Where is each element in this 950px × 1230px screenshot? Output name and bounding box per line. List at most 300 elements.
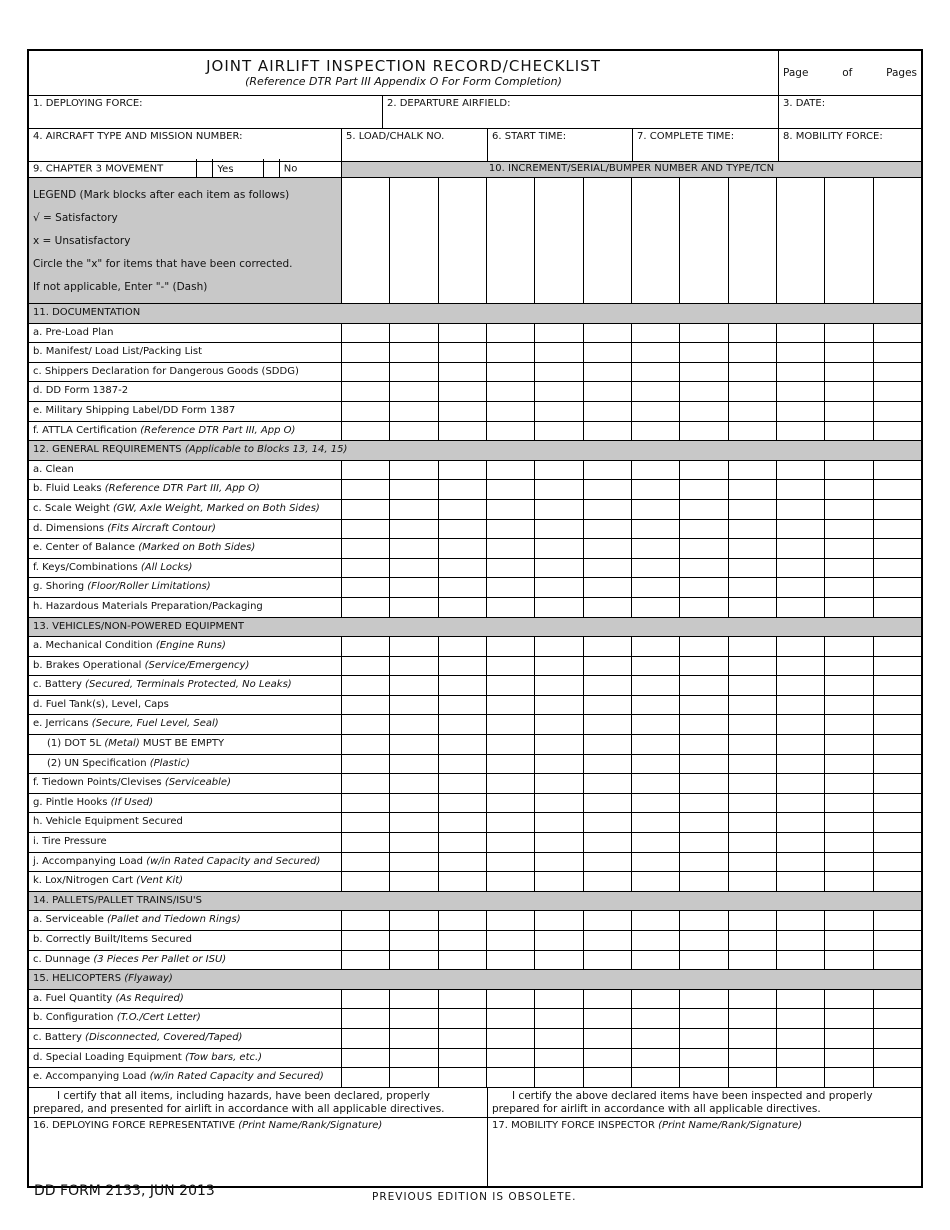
check-cell[interactable] (342, 1049, 390, 1068)
check-cell[interactable] (584, 324, 632, 343)
check-cell[interactable] (342, 931, 390, 950)
check-cell[interactable] (777, 833, 825, 852)
check-cell[interactable] (632, 363, 680, 382)
check-cell[interactable] (535, 794, 583, 813)
check-cell[interactable] (825, 520, 873, 539)
check-cell[interactable] (584, 1009, 632, 1028)
check-cell[interactable] (535, 755, 583, 774)
check-cell[interactable] (439, 715, 487, 734)
check-cell[interactable] (825, 774, 873, 793)
check-cell[interactable] (439, 178, 487, 303)
check-cell[interactable] (632, 676, 680, 695)
check-cell[interactable] (632, 911, 680, 930)
check-cell[interactable] (535, 853, 583, 872)
check-cell[interactable] (487, 1009, 535, 1028)
check-cell[interactable] (680, 461, 728, 480)
check-cell[interactable] (825, 1029, 873, 1048)
check-cell[interactable] (439, 382, 487, 401)
check-cell[interactable] (825, 637, 873, 656)
check-cell[interactable] (777, 813, 825, 832)
check-cell[interactable] (439, 500, 487, 519)
check-cell[interactable] (777, 1068, 825, 1087)
check-cell[interactable] (825, 735, 873, 754)
check-cell[interactable] (439, 755, 487, 774)
check-cell[interactable] (584, 461, 632, 480)
check-cell[interactable] (390, 598, 438, 617)
check-cell[interactable] (390, 578, 438, 597)
check-cell[interactable] (729, 833, 777, 852)
check-cell[interactable] (874, 559, 921, 578)
check-cell[interactable] (874, 1068, 921, 1087)
check-cell[interactable] (342, 715, 390, 734)
check-cell[interactable] (487, 598, 535, 617)
check-cell[interactable] (584, 178, 632, 303)
check-cell[interactable] (874, 951, 921, 970)
check-cell[interactable] (487, 324, 535, 343)
check-cell[interactable] (729, 461, 777, 480)
check-cell[interactable] (535, 715, 583, 734)
check-cell[interactable] (729, 696, 777, 715)
check-cell[interactable] (390, 559, 438, 578)
check-cell[interactable] (390, 1009, 438, 1028)
check-cell[interactable] (632, 1068, 680, 1087)
check-cell[interactable] (874, 990, 921, 1009)
check-cell[interactable] (584, 774, 632, 793)
check-cell[interactable] (874, 872, 921, 891)
yes-checkbox[interactable] (196, 159, 213, 178)
check-cell[interactable] (535, 637, 583, 656)
check-cell[interactable] (825, 657, 873, 676)
check-cell[interactable] (487, 402, 535, 421)
check-cell[interactable] (874, 520, 921, 539)
check-cell[interactable] (584, 422, 632, 441)
check-cell[interactable] (680, 833, 728, 852)
check-cell[interactable] (777, 402, 825, 421)
check-cell[interactable] (680, 794, 728, 813)
check-cell[interactable] (535, 1049, 583, 1068)
check-cell[interactable] (777, 735, 825, 754)
check-cell[interactable] (825, 363, 873, 382)
check-cell[interactable] (632, 853, 680, 872)
check-cell[interactable] (390, 794, 438, 813)
check-cell[interactable] (439, 990, 487, 1009)
check-cell[interactable] (777, 539, 825, 558)
check-cell[interactable] (390, 951, 438, 970)
check-cell[interactable] (487, 794, 535, 813)
check-cell[interactable] (487, 422, 535, 441)
check-cell[interactable] (535, 461, 583, 480)
check-cell[interactable] (777, 990, 825, 1009)
check-cell[interactable] (825, 755, 873, 774)
check-cell[interactable] (729, 637, 777, 656)
check-cell[interactable] (439, 1068, 487, 1087)
check-cell[interactable] (584, 715, 632, 734)
check-cell[interactable] (777, 178, 825, 303)
check-cell[interactable] (342, 657, 390, 676)
check-cell[interactable] (825, 853, 873, 872)
check-cell[interactable] (729, 1009, 777, 1028)
check-cell[interactable] (390, 1029, 438, 1048)
check-cell[interactable] (439, 324, 487, 343)
page-count[interactable]: Page of Pages (783, 67, 917, 79)
check-cell[interactable] (535, 951, 583, 970)
check-cell[interactable] (342, 872, 390, 891)
check-cell[interactable] (584, 500, 632, 519)
check-cell[interactable] (825, 1009, 873, 1028)
check-cell[interactable] (777, 1009, 825, 1028)
check-cell[interactable] (584, 402, 632, 421)
check-cell[interactable] (632, 598, 680, 617)
check-cell[interactable] (535, 402, 583, 421)
check-cell[interactable] (390, 500, 438, 519)
no-checkbox[interactable] (263, 159, 280, 178)
check-cell[interactable] (439, 480, 487, 499)
check-cell[interactable] (632, 461, 680, 480)
check-cell[interactable] (777, 911, 825, 930)
check-cell[interactable] (390, 382, 438, 401)
check-cell[interactable] (874, 539, 921, 558)
check-cell[interactable] (487, 382, 535, 401)
check-cell[interactable] (584, 676, 632, 695)
check-cell[interactable] (825, 559, 873, 578)
check-cell[interactable] (584, 990, 632, 1009)
check-cell[interactable] (777, 382, 825, 401)
check-cell[interactable] (390, 343, 438, 362)
check-cell[interactable] (535, 657, 583, 676)
check-cell[interactable] (390, 735, 438, 754)
check-cell[interactable] (535, 833, 583, 852)
check-cell[interactable] (390, 520, 438, 539)
check-cell[interactable] (680, 951, 728, 970)
check-cell[interactable] (729, 520, 777, 539)
check-cell[interactable] (825, 461, 873, 480)
check-cell[interactable] (342, 1009, 390, 1028)
check-cell[interactable] (439, 657, 487, 676)
check-cell[interactable] (777, 774, 825, 793)
check-cell[interactable] (825, 676, 873, 695)
check-cell[interactable] (390, 480, 438, 499)
check-cell[interactable] (874, 696, 921, 715)
check-cell[interactable] (777, 520, 825, 539)
check-cell[interactable] (487, 500, 535, 519)
check-cell[interactable] (487, 911, 535, 930)
load-chalk-field[interactable]: 5. LOAD/CHALK NO. (342, 129, 488, 161)
check-cell[interactable] (535, 911, 583, 930)
check-cell[interactable] (777, 676, 825, 695)
check-cell[interactable] (680, 696, 728, 715)
check-cell[interactable] (535, 363, 583, 382)
check-cell[interactable] (342, 990, 390, 1009)
check-cell[interactable] (584, 382, 632, 401)
check-cell[interactable] (342, 853, 390, 872)
check-cell[interactable] (632, 1049, 680, 1068)
check-cell[interactable] (487, 657, 535, 676)
check-cell[interactable] (342, 813, 390, 832)
check-cell[interactable] (487, 637, 535, 656)
check-cell[interactable] (487, 1029, 535, 1048)
check-cell[interactable] (874, 461, 921, 480)
check-cell[interactable] (487, 990, 535, 1009)
check-cell[interactable] (535, 422, 583, 441)
check-cell[interactable] (632, 1009, 680, 1028)
check-cell[interactable] (342, 343, 390, 362)
check-cell[interactable] (729, 343, 777, 362)
check-cell[interactable] (874, 343, 921, 362)
check-cell[interactable] (729, 794, 777, 813)
check-cell[interactable] (535, 382, 583, 401)
check-cell[interactable] (729, 324, 777, 343)
check-cell[interactable] (342, 1029, 390, 1048)
check-cell[interactable] (680, 578, 728, 597)
check-cell[interactable] (584, 480, 632, 499)
check-cell[interactable] (342, 500, 390, 519)
check-cell[interactable] (439, 676, 487, 695)
aircraft-type-field[interactable]: 4. AIRCRAFT TYPE AND MISSION NUMBER: (29, 129, 342, 161)
inspector-signature[interactable]: 17. MOBILITY FORCE INSPECTOR (Print Name/Rank/Signature) (492, 1119, 803, 1131)
check-cell[interactable] (535, 813, 583, 832)
check-cell[interactable] (342, 382, 390, 401)
check-cell[interactable] (439, 1049, 487, 1068)
check-cell[interactable] (680, 637, 728, 656)
check-cell[interactable] (487, 853, 535, 872)
check-cell[interactable] (874, 363, 921, 382)
check-cell[interactable] (874, 911, 921, 930)
check-cell[interactable] (632, 813, 680, 832)
check-cell[interactable] (632, 343, 680, 362)
check-cell[interactable] (584, 598, 632, 617)
check-cell[interactable] (390, 422, 438, 441)
check-cell[interactable] (729, 382, 777, 401)
check-cell[interactable] (874, 422, 921, 441)
check-cell[interactable] (342, 1068, 390, 1087)
check-cell[interactable] (777, 598, 825, 617)
check-cell[interactable] (487, 715, 535, 734)
check-cell[interactable] (535, 774, 583, 793)
check-cell[interactable] (390, 178, 438, 303)
check-cell[interactable] (535, 598, 583, 617)
check-cell[interactable] (825, 951, 873, 970)
check-cell[interactable] (729, 990, 777, 1009)
check-cell[interactable] (632, 794, 680, 813)
check-cell[interactable] (342, 911, 390, 930)
check-cell[interactable] (825, 1049, 873, 1068)
check-cell[interactable] (535, 343, 583, 362)
check-cell[interactable] (535, 872, 583, 891)
check-cell[interactable] (584, 696, 632, 715)
check-cell[interactable] (874, 833, 921, 852)
check-cell[interactable] (584, 1029, 632, 1048)
check-cell[interactable] (632, 951, 680, 970)
check-cell[interactable] (535, 1029, 583, 1048)
check-cell[interactable] (874, 598, 921, 617)
check-cell[interactable] (632, 382, 680, 401)
check-cell[interactable] (680, 1068, 728, 1087)
check-cell[interactable] (825, 794, 873, 813)
check-cell[interactable] (584, 911, 632, 930)
check-cell[interactable] (584, 559, 632, 578)
check-cell[interactable] (632, 1029, 680, 1048)
check-cell[interactable] (535, 500, 583, 519)
check-cell[interactable] (680, 1009, 728, 1028)
check-cell[interactable] (680, 422, 728, 441)
check-cell[interactable] (487, 833, 535, 852)
check-cell[interactable] (777, 1049, 825, 1068)
check-cell[interactable] (777, 343, 825, 362)
check-cell[interactable] (729, 559, 777, 578)
check-cell[interactable] (729, 755, 777, 774)
check-cell[interactable] (825, 578, 873, 597)
check-cell[interactable] (535, 735, 583, 754)
check-cell[interactable] (632, 990, 680, 1009)
check-cell[interactable] (729, 872, 777, 891)
check-cell[interactable] (874, 755, 921, 774)
check-cell[interactable] (874, 402, 921, 421)
check-cell[interactable] (487, 480, 535, 499)
check-cell[interactable] (390, 774, 438, 793)
check-cell[interactable] (390, 1049, 438, 1068)
check-cell[interactable] (632, 500, 680, 519)
check-cell[interactable] (390, 657, 438, 676)
check-cell[interactable] (584, 343, 632, 362)
check-cell[interactable] (535, 696, 583, 715)
check-cell[interactable] (680, 343, 728, 362)
check-cell[interactable] (632, 578, 680, 597)
check-cell[interactable] (439, 1009, 487, 1028)
check-cell[interactable] (825, 402, 873, 421)
check-cell[interactable] (584, 578, 632, 597)
check-cell[interactable] (487, 343, 535, 362)
check-cell[interactable] (680, 755, 728, 774)
check-cell[interactable] (487, 696, 535, 715)
check-cell[interactable] (390, 539, 438, 558)
check-cell[interactable] (825, 598, 873, 617)
check-cell[interactable] (680, 853, 728, 872)
check-cell[interactable] (390, 676, 438, 695)
check-cell[interactable] (680, 931, 728, 950)
check-cell[interactable] (680, 911, 728, 930)
check-cell[interactable] (777, 559, 825, 578)
check-cell[interactable] (439, 578, 487, 597)
check-cell[interactable] (729, 578, 777, 597)
check-cell[interactable] (680, 990, 728, 1009)
check-cell[interactable] (825, 178, 873, 303)
check-cell[interactable] (680, 520, 728, 539)
check-cell[interactable] (632, 715, 680, 734)
check-cell[interactable] (487, 735, 535, 754)
check-cell[interactable] (584, 1049, 632, 1068)
check-cell[interactable] (777, 715, 825, 734)
check-cell[interactable] (680, 735, 728, 754)
check-cell[interactable] (439, 422, 487, 441)
check-cell[interactable] (342, 520, 390, 539)
check-cell[interactable] (632, 324, 680, 343)
check-cell[interactable] (439, 735, 487, 754)
check-cell[interactable] (342, 363, 390, 382)
check-cell[interactable] (632, 402, 680, 421)
check-cell[interactable] (729, 500, 777, 519)
check-cell[interactable] (439, 872, 487, 891)
deploying-force-field[interactable]: 1. DEPLOYING FORCE: (29, 96, 383, 128)
check-cell[interactable] (487, 363, 535, 382)
check-cell[interactable] (535, 676, 583, 695)
check-cell[interactable] (487, 755, 535, 774)
check-cell[interactable] (777, 578, 825, 597)
check-cell[interactable] (584, 755, 632, 774)
check-cell[interactable] (439, 911, 487, 930)
check-cell[interactable] (439, 559, 487, 578)
check-cell[interactable] (874, 1029, 921, 1048)
check-cell[interactable] (390, 637, 438, 656)
check-cell[interactable] (680, 178, 728, 303)
check-cell[interactable] (342, 324, 390, 343)
check-cell[interactable] (439, 833, 487, 852)
check-cell[interactable] (632, 178, 680, 303)
check-cell[interactable] (680, 676, 728, 695)
check-cell[interactable] (777, 853, 825, 872)
check-cell[interactable] (825, 931, 873, 950)
check-cell[interactable] (680, 500, 728, 519)
check-cell[interactable] (342, 539, 390, 558)
check-cell[interactable] (729, 813, 777, 832)
check-cell[interactable] (729, 363, 777, 382)
check-cell[interactable] (535, 990, 583, 1009)
check-cell[interactable] (632, 755, 680, 774)
check-cell[interactable] (874, 657, 921, 676)
check-cell[interactable] (390, 696, 438, 715)
check-cell[interactable] (487, 872, 535, 891)
check-cell[interactable] (487, 461, 535, 480)
check-cell[interactable] (584, 539, 632, 558)
check-cell[interactable] (825, 480, 873, 499)
check-cell[interactable] (632, 931, 680, 950)
check-cell[interactable] (535, 559, 583, 578)
check-cell[interactable] (729, 951, 777, 970)
check-cell[interactable] (439, 774, 487, 793)
check-cell[interactable] (632, 833, 680, 852)
check-cell[interactable] (584, 853, 632, 872)
check-cell[interactable] (390, 363, 438, 382)
check-cell[interactable] (342, 696, 390, 715)
check-cell[interactable] (439, 461, 487, 480)
check-cell[interactable] (777, 755, 825, 774)
check-cell[interactable] (439, 696, 487, 715)
check-cell[interactable] (729, 657, 777, 676)
check-cell[interactable] (439, 1029, 487, 1048)
check-cell[interactable] (874, 676, 921, 695)
date-field[interactable]: 3. DATE: (783, 98, 826, 109)
check-cell[interactable] (729, 774, 777, 793)
check-cell[interactable] (342, 755, 390, 774)
check-cell[interactable] (390, 324, 438, 343)
check-cell[interactable] (777, 637, 825, 656)
check-cell[interactable] (825, 343, 873, 362)
check-cell[interactable] (874, 637, 921, 656)
check-cell[interactable] (390, 872, 438, 891)
check-cell[interactable] (777, 480, 825, 499)
check-cell[interactable] (584, 735, 632, 754)
check-cell[interactable] (680, 402, 728, 421)
check-cell[interactable] (825, 911, 873, 930)
check-cell[interactable] (874, 931, 921, 950)
check-cell[interactable] (439, 598, 487, 617)
check-cell[interactable] (390, 755, 438, 774)
check-cell[interactable] (729, 931, 777, 950)
check-cell[interactable] (390, 813, 438, 832)
check-cell[interactable] (680, 1049, 728, 1068)
check-cell[interactable] (632, 872, 680, 891)
check-cell[interactable] (342, 461, 390, 480)
check-cell[interactable] (584, 363, 632, 382)
